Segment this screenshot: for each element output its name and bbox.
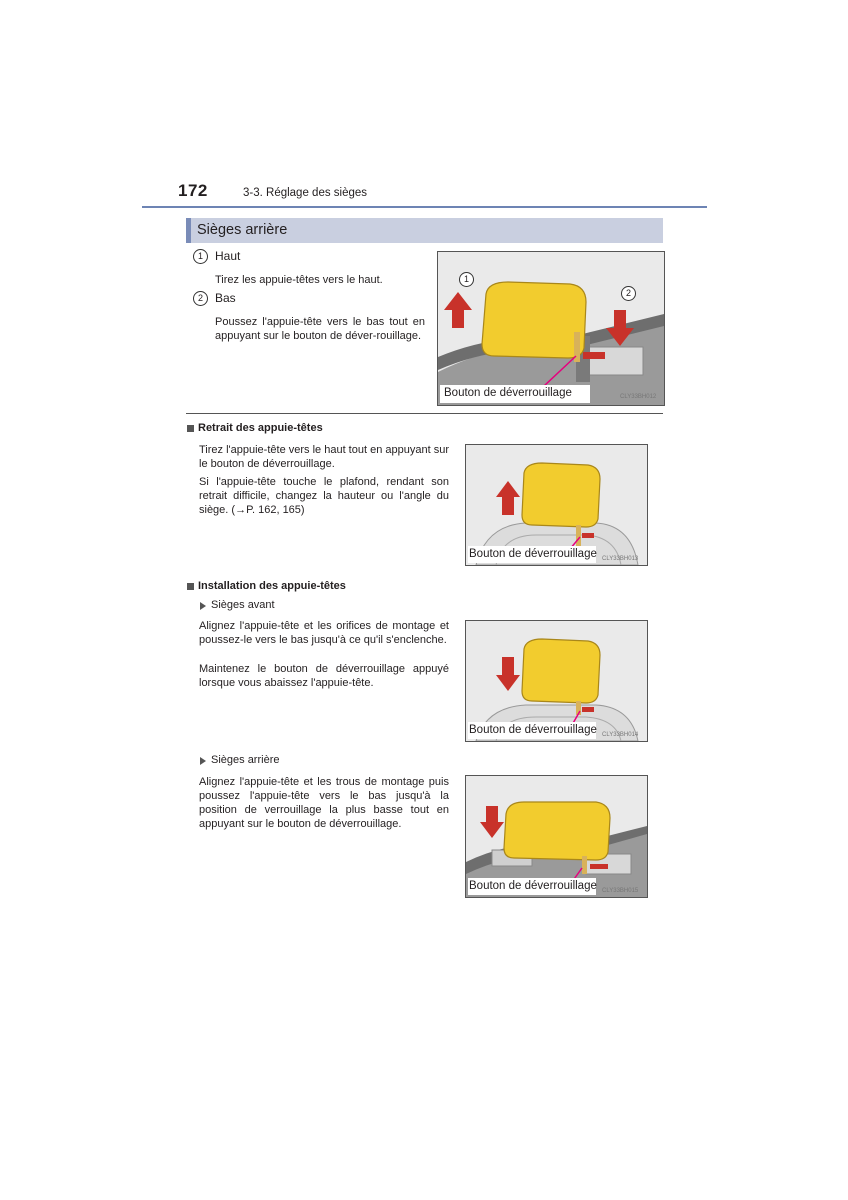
step-number-2: 2 <box>193 291 208 306</box>
step-text-up: Tirez les appuie-têtes vers le haut. <box>215 274 383 286</box>
step-label-down: Bas <box>215 291 236 305</box>
front-install-paragraph-2: Maintenez le bouton de déverrouillage appuyé lorsque vous abaissez l'appuie-tête. <box>199 663 449 689</box>
figure-caption: Bouton de déverrouillage <box>469 548 597 560</box>
removal-paragraph-1: Tirez l'appuie-tête vers le haut tout en appuyant sur le bouton de déverrouillage. <box>199 444 449 470</box>
removal-heading: Retrait des appuie-têtes <box>198 422 323 434</box>
chapter-title: 3-3. Réglage des sièges <box>243 187 368 199</box>
step-label-up: Haut <box>215 249 241 263</box>
page-number: 172 <box>178 181 208 200</box>
rear-install-paragraph: Alignez l'appuie-tête et les trous de montage puis poussez l'appuie-tête vers le bas jusqu'à la position de verrouillage la plus basse tout en appuyant sur le bouton de déverrouillage. <box>199 776 449 830</box>
section-title: Sièges arrière <box>197 222 288 238</box>
figure-code: CLY33BH015 <box>602 888 639 894</box>
section-heading-bar <box>186 218 663 243</box>
figure-front-installation <box>465 620 648 742</box>
front-seats-label: Sièges avant <box>211 599 275 611</box>
triangle-bullet-icon <box>200 757 206 765</box>
square-bullet-icon <box>187 425 194 432</box>
section-accent-stripe <box>186 218 191 243</box>
figure-marker-1: 1 <box>459 272 474 287</box>
figure-caption: Bouton de déverrouillage <box>444 387 572 399</box>
square-bullet-icon <box>187 583 194 590</box>
step-number-1: 1 <box>193 249 208 264</box>
figure-caption: Bouton de déverrouillage <box>469 880 597 892</box>
header-divider <box>142 206 707 208</box>
rear-seats-label: Sièges arrière <box>211 754 280 766</box>
step-text-down: Poussez l'appuie-tête vers le bas tout en appuyant sur le bouton de déver-rouillage. <box>215 316 425 342</box>
removal-paragraph-2: Si l'appuie-tête touche le plafond, rendant son retrait difficile, changez la hauteur ou l'angle du siège. (→P. 162, 165) <box>199 476 449 516</box>
subsection-divider <box>186 413 663 414</box>
figure-code: CLY33BH013 <box>602 556 639 562</box>
figure-headrest-removal <box>465 444 648 566</box>
front-install-paragraph-1: Alignez l'appuie-tête et les orifices de montage et poussez-le vers le bas jusqu'à ce qu'il s'enclenche. <box>199 620 449 646</box>
figure-code: CLY33BH014 <box>602 732 639 738</box>
triangle-bullet-icon <box>200 602 206 610</box>
figure-caption: Bouton de déverrouillage <box>469 724 597 736</box>
figure-rear-installation <box>465 775 648 898</box>
figure-code: CLY33BH012 <box>620 394 657 400</box>
figure-marker-2: 2 <box>621 286 636 301</box>
figure-rear-headrest-adjust <box>437 251 665 406</box>
installation-heading: Installation des appuie-têtes <box>198 580 346 592</box>
